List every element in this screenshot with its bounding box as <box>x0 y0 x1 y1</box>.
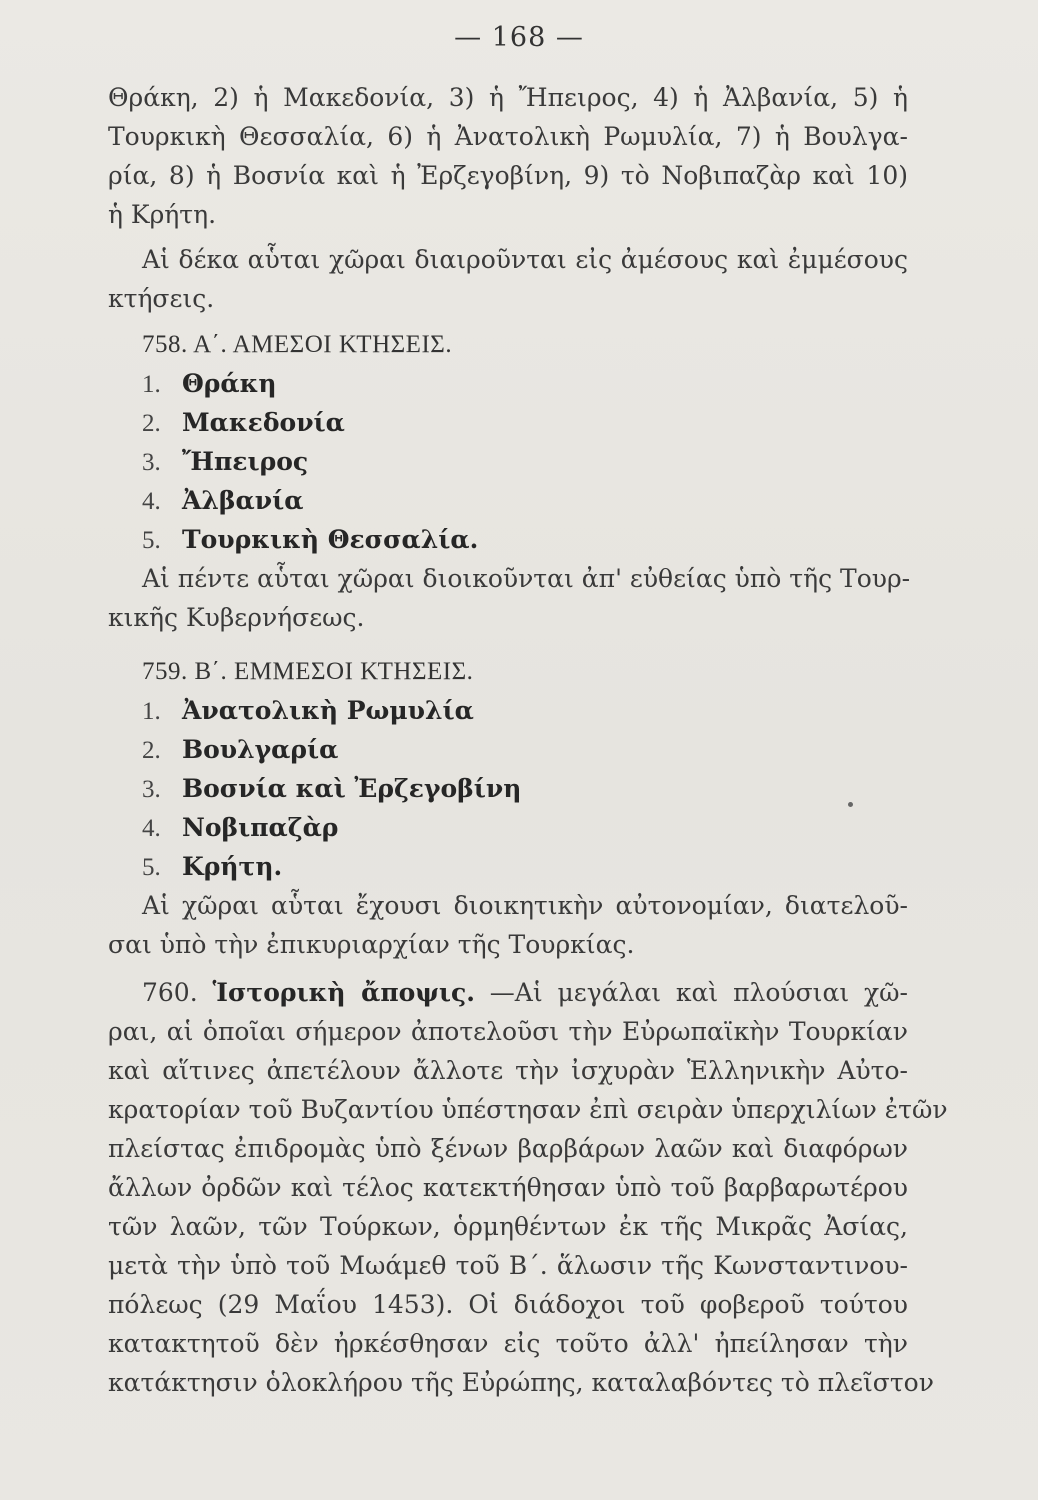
text-line: ἡ Κρήτη. <box>108 200 217 229</box>
section-number: 760. <box>142 978 198 1007</box>
item-number: 2. <box>142 410 161 437</box>
text-line: Αἱ δέκα αὗται χῶραι διαιροῦνται εἰς ἀμέσους καὶ ἐμμέσους <box>142 245 908 274</box>
item-number: 5. <box>142 854 161 881</box>
item-name: Μακεδονία <box>182 408 345 437</box>
item-name: Κρήτη. <box>182 852 283 881</box>
item-number: 5. <box>142 527 161 554</box>
item-name: Ἀλβανία <box>182 486 304 515</box>
item-number: 1. <box>142 371 161 398</box>
text-line: Αἱ πέντε αὗται χῶραι διοικοῦνται ἀπ' εὐθείας ὑπὸ τῆς Τουρ- <box>142 564 911 593</box>
text-line: ἄλλων ὀρδῶν καὶ τέλος κατεκτήθησαν ὑπὸ τοῦ βαρβαρωτέρου <box>108 1173 908 1202</box>
text-line: κρατορίαν τοῦ Βυζαντίου ὑπέστησαν ἐπὶ σειρὰν ὑπερχιλίων ἐτῶν <box>108 1095 948 1124</box>
text-line: κτήσεις. <box>108 284 215 313</box>
text-line: Τουρκικὴ Θεσσαλία, 6) ἡ Ἀνατολικὴ Ρωμυλία, 7) ἡ Βουλγα- <box>108 122 908 151</box>
text-line: ραι, αἱ ὁποῖαι σήμερον ἀποτελοῦσι τὴν Εὐρωπαϊκὴν Τουρκίαν <box>108 1017 908 1046</box>
text-line: μετὰ τὴν ὑπὸ τοῦ Μωάμεθ τοῦ Β΄. ἅλωσιν τῆς Κωνσταντινου- <box>108 1251 908 1280</box>
section-heading: 758. Α΄. ΑΜΕΣΟΙ ΚΤΗΣΕΙΣ. <box>142 331 453 358</box>
list-item <box>108 847 908 886</box>
item-name: Βουλγαρία <box>182 735 339 764</box>
item-number: 3. <box>142 449 161 476</box>
item-name: Ἤπειρος <box>182 447 309 476</box>
text-line: πόλεως (29 Μαΐου 1453). Οἱ διάδοχοι τοῦ φοβεροῦ τούτου <box>108 1290 908 1319</box>
text-line: Θράκη, 2) ἡ Μακεδονία, 3) ἡ Ἤπειρος, 4) ἡ Ἀλβανία, 5) ἡ <box>108 83 908 112</box>
text-line: Αἱ χῶραι αὗται ἔχουσι διοικητικὴν αὐτονομίαν, διατελοῦ- <box>142 891 908 920</box>
item-number: 3. <box>142 776 161 803</box>
section-direct-possessions <box>108 325 911 637</box>
section-first-line: —Αἱ μεγάλαι καὶ πλούσιαι χῶ- <box>489 978 908 1007</box>
item-name: Νοβιπαζὰρ <box>182 813 339 842</box>
text-line: κικῆς Κυβερνήσεως. <box>108 603 365 632</box>
text-line: κατακτητοῦ δὲν ἠρκέσθησαν εἰς τοῦτο ἀλλ' ἠπείλησαν τὴν <box>108 1329 908 1358</box>
list-item <box>108 730 908 769</box>
list-item <box>108 403 908 442</box>
list-item <box>108 481 908 520</box>
text-line: καὶ αἵτινες ἀπετέλουν ἄλλοτε τὴν ἰσχυρὰν Ἑλληνικὴν Αὐτο- <box>108 1056 908 1085</box>
section-heading: 759. Β΄. ΕΜΜΕΣΟΙ ΚΤΗΣΕΙΣ. <box>142 658 474 685</box>
text-line: τῶν λαῶν, τῶν Τούρκων, ὁρμηθέντων ἐκ τῆς Μικρᾶς Ἀσίας, <box>108 1212 908 1241</box>
section-title: Ἱστορικὴ ἄποψις. <box>212 978 475 1007</box>
list-item <box>108 769 908 808</box>
list-item <box>108 364 908 403</box>
list-item <box>108 520 908 559</box>
division-paragraph <box>108 240 908 318</box>
item-name: Θράκη <box>182 369 277 398</box>
item-number: 4. <box>142 488 161 515</box>
list-item <box>108 808 908 847</box>
item-name: Ἀνατολικὴ Ρωμυλία <box>182 696 474 725</box>
text-line <box>108 973 908 1012</box>
text-line: σαι ὑπὸ τὴν ἐπικυριαρχίαν τῆς Τουρκίας. <box>108 930 635 959</box>
text-line: ρία, 8) ἡ Βοσνία καὶ ἡ Ἐρζεγοβίνη, 9) τὸ Νοβιπαζὰρ καὶ 10) <box>108 161 908 190</box>
section-indirect-possessions <box>108 652 908 964</box>
text-line: πλείστας ἐπιδρομὰς ὑπὸ ξένων βαρβάρων λαῶν καὶ διαφόρων <box>108 1134 908 1163</box>
text-line: κατάκτησιν ὁλοκλήρου τῆς Εὐρώπης, καταλαβόντες τὸ πλεῖστον <box>108 1368 934 1397</box>
page-number: — 168 — <box>454 22 584 53</box>
item-number: 4. <box>142 815 161 842</box>
item-number: 1. <box>142 698 161 725</box>
item-number: 2. <box>142 737 161 764</box>
intro-paragraph <box>108 78 908 234</box>
item-name: Βοσνία καὶ Ἐρζεγοβίνη <box>182 774 522 803</box>
ink-speck <box>848 802 853 807</box>
item-name: Τουρκικὴ Θεσσαλία. <box>182 525 479 554</box>
section-historical-overview <box>108 973 948 1402</box>
list-item <box>108 442 908 481</box>
list-item <box>108 691 908 730</box>
